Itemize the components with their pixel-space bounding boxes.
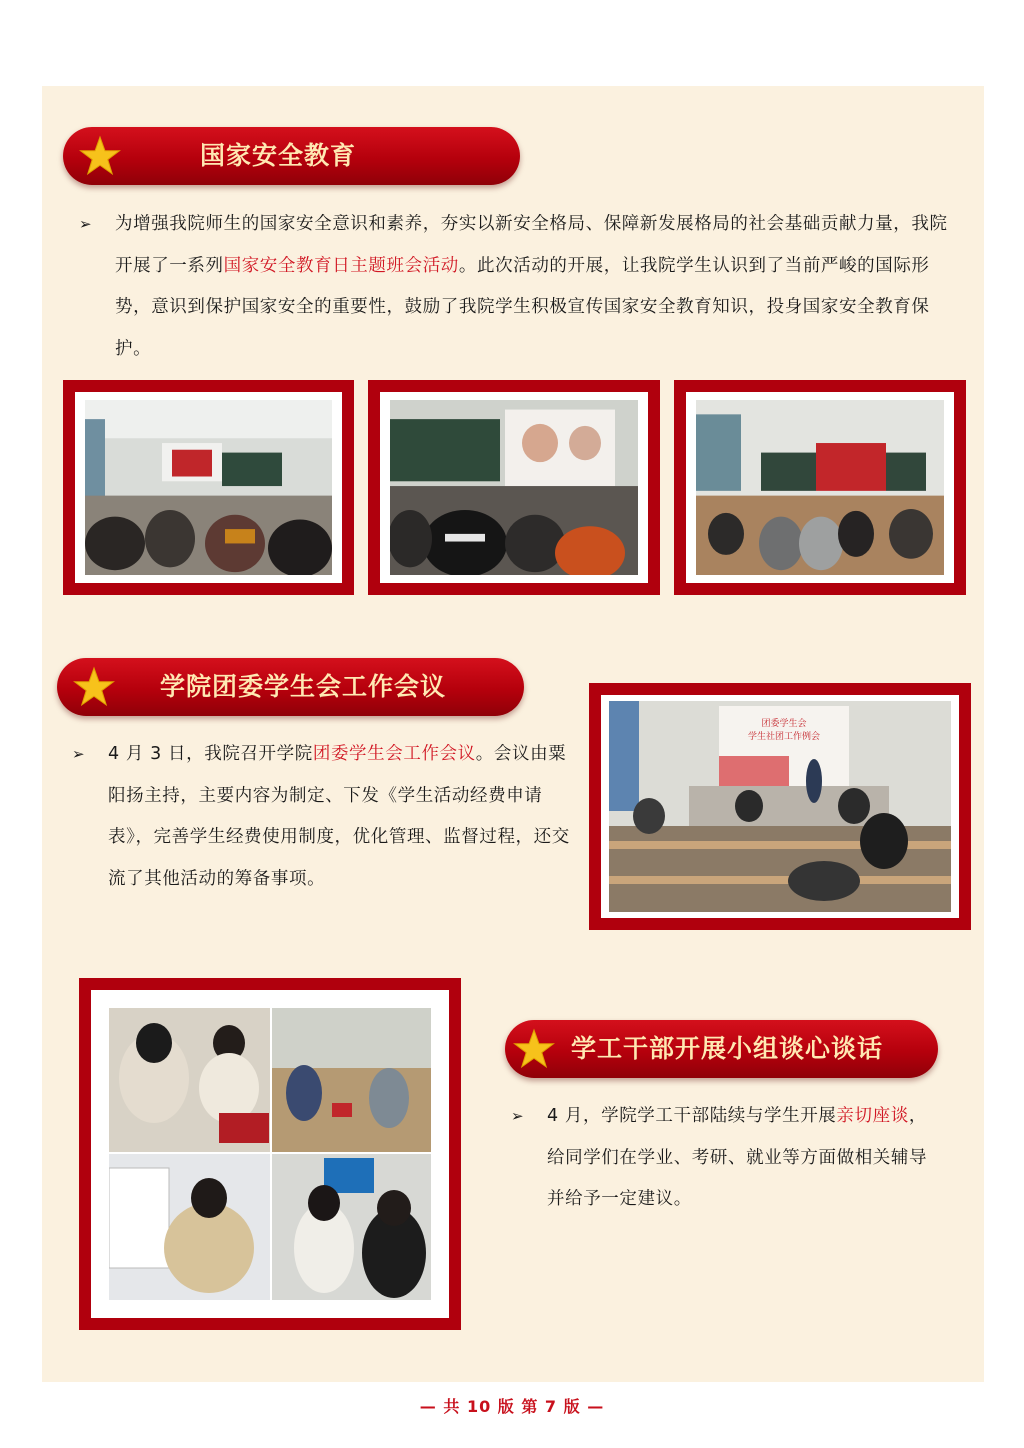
photo-frame (589, 683, 971, 930)
paragraph-text: ，给同学们在学业、考研、就业等方面做相关辅导并给予一定建议。 (547, 1106, 928, 1209)
arrow-bullet-icon: ➢ (79, 215, 93, 233)
meeting-photo (609, 701, 951, 912)
section-paragraph (79, 204, 960, 370)
paragraph-text: 4 月 3 日，我院召开学院 (108, 744, 313, 764)
classroom-photo (85, 400, 332, 575)
paragraph-text: 4 月，学院学工干部陆续与学生开展 (547, 1106, 837, 1126)
section-paragraph (511, 1096, 937, 1221)
photo-frame (63, 380, 354, 595)
screen-text: 学生社团工作例会 (747, 732, 821, 742)
paragraph-highlight: 亲切座谈 (836, 1106, 909, 1126)
arrow-bullet-icon: ➢ (72, 745, 86, 763)
section-banner-group-talk (505, 1020, 938, 1078)
screen-text: 团委学生会 (761, 719, 807, 729)
paragraph-highlight: 国家安全教育日主题班会活动 (223, 255, 459, 276)
arrow-bullet-icon: ➢ (511, 1107, 525, 1125)
section-banner-student-union-meeting (57, 658, 524, 716)
page-footer: — 共 10 版 第 7 版 — (419, 1397, 605, 1416)
photo-frame (79, 978, 461, 1330)
section-paragraph (72, 734, 574, 900)
talk-collage-photo (109, 1008, 431, 1300)
paragraph-text: 。会议由粟阳扬主持，主要内容为制定、下发《学生活动经费申请表》，完善学生经费使用制度，优化管理、监督过程，还交流了其他活动的筹备事项。 (108, 744, 570, 889)
section-title: 国家安全教育 (200, 141, 357, 170)
paragraph-text: 为增强我院师生的国家安全意识和素养，夯实以新安全格局、保障新发展格局的社会基础贡献力量，我院开展了一系列 (115, 214, 948, 276)
classroom-photo (696, 400, 944, 575)
classroom-photo (390, 400, 638, 575)
photo-frame (368, 380, 660, 595)
star-icon (79, 135, 121, 177)
section-title: 学院团委学生会工作会议 (160, 672, 447, 701)
photo-frame (674, 380, 966, 595)
section-title: 学工干部开展小组谈心谈话 (571, 1034, 884, 1063)
star-icon (513, 1028, 555, 1070)
paragraph-text: 。此次活动的开展，让我院学生认识到了当前严峻的国际形势，意识到保护国家安全的重要性，鼓励了我院学生积极宣传国家安全教育知识，投身国家安全教育保护。 (115, 255, 930, 359)
section-banner-national-security (63, 127, 520, 185)
star-icon (73, 666, 115, 708)
paragraph-highlight: 团委学生会工作会议 (312, 744, 476, 764)
